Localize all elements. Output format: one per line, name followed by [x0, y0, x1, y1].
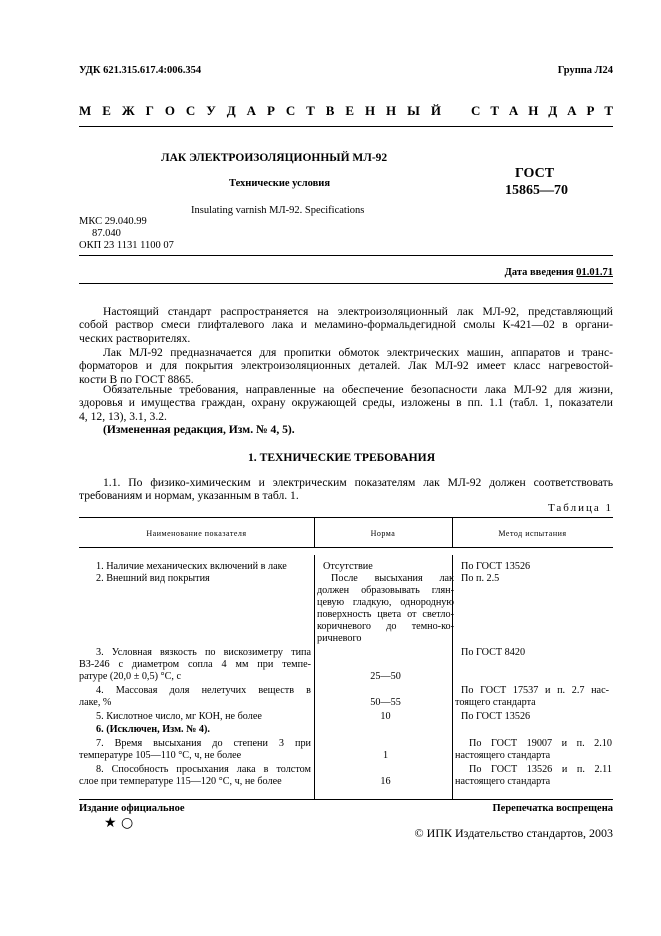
banner-word-standard: [471, 103, 613, 119]
text-line: 4, 12, 13), 3.1, 3.2.: [79, 409, 167, 423]
text-line: После высыхания лак: [331, 573, 454, 584]
text-line: тоящего стандарта: [455, 697, 536, 708]
text-line: настоящего стандарта: [455, 776, 551, 787]
text-line: кости В по ГОСТ 8865.: [79, 372, 194, 386]
intro-date-label: Дата введения: [504, 267, 574, 278]
amendment-note: (Измененная редакция, Изм. № 4, 5).: [103, 423, 295, 436]
text-line: ВЗ-246 с диаметром сопла 4 мм при темпе-: [79, 659, 311, 670]
okp-code: ОКП 23 1131 1100 07: [79, 240, 174, 251]
row-8-method: [455, 764, 613, 788]
row-1-name: 1. Наличие механических включений в лаке: [96, 561, 287, 572]
banner-letter: Й: [430, 103, 441, 118]
text-line: Обязательные требования, направленные на обеспечение безопасности лака МЛ-92 для жизни,: [103, 383, 613, 396]
edition-marks: ★ ○: [104, 815, 134, 831]
banner-letter: С: [185, 103, 196, 118]
group-code: Группа Л24: [557, 65, 613, 76]
standard-banner: [79, 103, 613, 119]
row-5-name: 5. Кислотное число, мг КОН, не более: [96, 711, 262, 722]
banner-letter: Ы: [407, 103, 420, 118]
text-line: форматоров и для покрытия электроизоляционных деталей. Лак МЛ-92 имеет класс нагревостой-: [79, 359, 613, 373]
column-header-method: Метод испытания: [498, 529, 567, 538]
banner-letter: Е: [102, 103, 111, 118]
banner-letter: С: [285, 103, 296, 118]
banner-letter: Е: [345, 103, 355, 118]
text-line: температуре 105—110 °С, ч, не более: [79, 750, 242, 761]
banner-rule: [79, 126, 613, 127]
banner-letter: Н: [528, 103, 539, 118]
text-line: должен образовывать глян-: [317, 585, 454, 596]
text-line: 4. Массовая доля нелетучих веществ в: [96, 685, 311, 696]
row-2-method: По п. 2.5: [461, 573, 500, 584]
row-8-norm: 16: [380, 776, 391, 787]
text-line: поверхность цвета от светло-: [317, 609, 454, 620]
text-line: По ГОСТ 13526 и п. 2.11: [469, 764, 612, 775]
paragraph-safety: [79, 383, 613, 423]
banner-letter: М: [79, 103, 92, 118]
text-line: собой раствор смеси глифталевого лака и меламино-формальдегидной смолы К-421—02 в органи-: [79, 318, 613, 332]
section-heading: 1. ТЕХНИЧЕСКИЕ ТРЕБОВАНИЯ: [248, 451, 436, 464]
row-7-method: [455, 738, 613, 762]
table-top-rule: [79, 517, 613, 518]
column-header-norm: Норма: [370, 529, 396, 538]
row-7-norm: 1: [382, 750, 389, 761]
text-line: ческих растворителях.: [79, 331, 191, 345]
banner-letter: Ж: [121, 103, 135, 118]
text-line: По ГОСТ 17537 и п. 2.7 нас-: [461, 685, 609, 696]
text-line: лаке, %: [79, 697, 112, 708]
row-5-norm: 10: [380, 711, 391, 722]
banner-letter: Р: [586, 103, 595, 118]
paragraph-scope: [79, 305, 613, 345]
table-column-divider: [314, 555, 315, 800]
banner-letter: А: [508, 103, 519, 118]
text-line: настоящего стандарта: [455, 750, 551, 761]
mks-code-2: 87.040: [92, 228, 121, 239]
text-line: 3. Условная вязкость по вискозиметру типа: [96, 647, 311, 658]
title-divider: [79, 255, 613, 256]
banner-letter: Т: [604, 103, 613, 118]
banner-letter: Г: [145, 103, 154, 118]
row-2-name: 2. Внешний вид покрытия: [96, 573, 210, 584]
row-8-name: [79, 764, 311, 788]
banner-letter: В: [325, 103, 335, 118]
text-line: 8. Способность просыхания лака в толстом: [96, 764, 311, 775]
text-line: коричневого до темно-ко-: [317, 621, 454, 632]
banner-letter: А: [246, 103, 256, 118]
banner-letter: А: [567, 103, 577, 118]
banner-letter: Д: [548, 103, 558, 118]
row-1-method: По ГОСТ 13526: [461, 561, 531, 572]
row-3-norm: 25—50: [370, 671, 401, 682]
gost-label: ГОСТ: [515, 166, 555, 181]
banner-letter: У: [206, 103, 216, 118]
banner-letter: Т: [306, 103, 315, 118]
banner-letter: С: [471, 103, 481, 118]
text-line: Настоящий стандарт распространяется на электроизоляционный лак МЛ-92, представляющий: [103, 305, 613, 318]
banner-word-interstate: [79, 103, 441, 119]
intro-date-value: 01.01.71: [576, 267, 613, 278]
row-4-name: [79, 685, 311, 709]
text-line: слое при температуре 115—120 °С, ч, не более: [79, 776, 282, 787]
banner-letter: О: [164, 103, 175, 118]
banner-letter: Н: [364, 103, 376, 118]
intro-date: [505, 267, 613, 278]
table-header-rule: [79, 547, 613, 548]
text-line: По ГОСТ 19007 и п. 2.10: [469, 738, 612, 749]
row-4-norm: 50—55: [370, 697, 401, 708]
paragraph-purpose: [79, 346, 613, 386]
row-2-norm: [317, 573, 454, 645]
text-line: 7. Время высыхания до степени 3 при: [96, 738, 311, 749]
text-line: цевую гладкую, однородную: [317, 597, 454, 608]
column-header-name: Наименование показателя: [146, 529, 247, 538]
text-line: здоровья и имущества граждан, охрану окружающей среды, изложены в пп. 1.1 (табл. 1, показатели: [79, 396, 613, 410]
footer-rule: [79, 799, 613, 800]
udk-code: УДК 621.315.617.4:006.354: [79, 65, 202, 76]
banner-letter: Т: [490, 103, 499, 118]
row-7-name: [79, 738, 311, 762]
paragraph-1-1: [79, 476, 613, 503]
text-line: ратуре (20,0 ± 0,5) °С, с: [79, 671, 181, 682]
text-line: 1.1. По физико-химическим и электрическим показателям лак МЛ-92 должен соответствовать: [103, 476, 613, 489]
banner-letter: Р: [266, 103, 275, 118]
text-line: ричневого: [317, 633, 362, 644]
english-title: Insulating varnish МЛ-92. Specifications: [191, 205, 365, 216]
date-divider: [79, 283, 613, 284]
document-title: ЛАК ЭЛЕКТРОИЗОЛЯЦИОННЫЙ МЛ-92: [161, 152, 388, 164]
gost-number: 15865—70: [505, 183, 568, 198]
row-3-method: По ГОСТ 8420: [461, 647, 526, 658]
row-6-name: 6. (Исключен, Изм. № 4).: [96, 724, 210, 735]
banner-letter: Д: [226, 103, 236, 118]
banner-letter: Н: [386, 103, 397, 118]
row-1-norm: Отсутствие: [323, 561, 373, 572]
table-label: Таблица 1: [547, 502, 613, 514]
row-5-method: По ГОСТ 13526: [461, 711, 531, 722]
document-subtitle: Технические условия: [229, 178, 331, 189]
copyright: © ИПК Издательство стандартов, 2003: [414, 826, 613, 840]
text-line: Лак МЛ-92 предназначается для пропитки обмоток электрических машин, аппаратов и транс-: [103, 346, 613, 359]
row-3-name: [79, 647, 311, 683]
text-line: требованиям и нормам, указанным в табл. 1.: [79, 489, 299, 503]
mks-code: МКС 29.040.99: [79, 216, 147, 227]
official-edition: Издание официальное: [79, 803, 185, 814]
reprint-prohibited: Перепечатка воспрещена: [492, 803, 613, 814]
row-4-method: [455, 685, 613, 709]
